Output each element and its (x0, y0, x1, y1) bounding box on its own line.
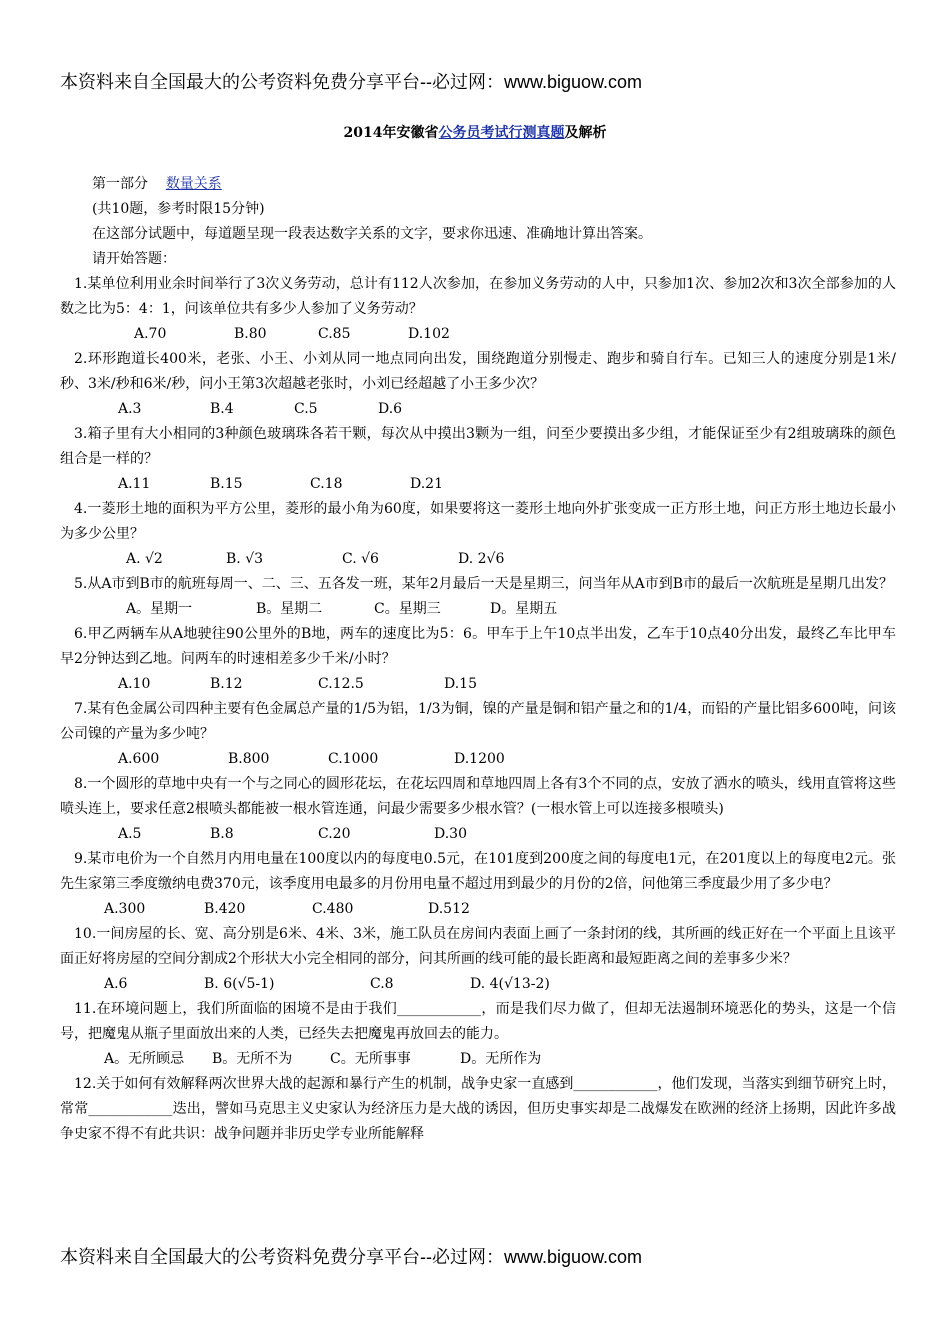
option-item[interactable]: D。星期五 (490, 601, 558, 617)
option-item[interactable]: B。无所不为 (212, 1051, 293, 1067)
document-title (0, 122, 950, 142)
option-item[interactable]: C.5 (294, 401, 318, 417)
options-row (60, 322, 896, 347)
question-list (60, 272, 896, 1147)
page-footer: 本资料来自全国最大的公考资料免费分享平台--必过网：www.biguow.com (60, 1247, 643, 1267)
option-item[interactable]: D.6 (378, 401, 403, 417)
option-item[interactable]: D. 2√6 (458, 551, 505, 567)
option-item[interactable]: B.12 (210, 676, 243, 692)
options-row (60, 747, 896, 772)
intro-line: 在这部分试题中，每道题呈现一段表达数字关系的文字，要求你迅速、准确地计算出答案。 (92, 226, 652, 242)
option-item[interactable]: D. 4(√13-2) (470, 976, 550, 992)
option-item[interactable]: B. √3 (226, 551, 264, 567)
question-text: 1.某单位利用业余时间举行了3次义务劳动，总计有112人次参加，在参加义务劳动的人中，只参加1次、参加2次和3次全部参加的人数之比为5：4：1，问该单位共有多少人参加了义务劳动？ (60, 276, 896, 317)
document-body (60, 172, 896, 1147)
option-item[interactable]: D.21 (410, 476, 443, 492)
option-item[interactable]: A.11 (118, 476, 151, 492)
question-text: 2.环形跑道长400米，老张、小王、小刘从同一地点同向出发，围绕跑道分别慢走、跑步和骑自行车。已知三人的速度分别是1米/秒、3米/秒和6米/秒，问小王第3次超越老张时，小刘已经超越了小王多少次？ (60, 351, 896, 392)
option-item[interactable]: D。无所作为 (460, 1051, 542, 1067)
options-row (60, 1047, 896, 1072)
option-item[interactable]: B.80 (234, 326, 267, 342)
option-item[interactable]: D.15 (444, 676, 477, 692)
section-part: 第一部分 (92, 176, 148, 192)
options-row (60, 597, 896, 622)
option-item[interactable]: B。星期二 (256, 601, 323, 617)
option-item[interactable]: A.3 (118, 401, 142, 417)
option-item[interactable]: B.15 (210, 476, 243, 492)
option-item[interactable]: C.20 (318, 826, 351, 842)
options-row (60, 472, 896, 497)
option-item[interactable]: A.10 (118, 676, 151, 692)
option-item[interactable]: A.5 (118, 826, 142, 842)
option-item[interactable]: A.70 (134, 326, 167, 342)
option-item[interactable]: C.480 (312, 901, 354, 917)
option-item[interactable]: C.8 (370, 976, 394, 992)
option-item[interactable]: B.800 (228, 751, 270, 767)
question-text: 4.一菱形土地的面积为平方公里，菱形的最小角为60度，如果要将这一菱形土地向外扩张变成一正方形土地，问正方形土地边长最小为多少公里？ (60, 501, 896, 542)
options-row (60, 897, 896, 922)
option-item[interactable]: C.1000 (328, 751, 379, 767)
option-item[interactable]: D.512 (428, 901, 470, 917)
question-text: 11.在环境问题上，我们所面临的困境不是由于我们____________，而是我们尽力做了，但却无法遏制环境恶化的势头，这是一个信号，把魔鬼从瓶子里面放出来的人类，已经失去把魔鬼再放回去的能力。 (60, 1001, 896, 1042)
section-heading (60, 172, 896, 197)
options-row (60, 397, 896, 422)
option-item[interactable]: C.85 (318, 326, 351, 342)
options-row (60, 672, 896, 697)
option-item[interactable]: A.300 (104, 901, 146, 917)
options-row (60, 972, 896, 997)
option-item[interactable]: B.8 (210, 826, 234, 842)
intro-line: (共10题，参考时限15分钟) (92, 201, 265, 217)
question-text: 3.箱子里有大小相同的3种颜色玻璃珠各若干颗，每次从中摸出3颗为一组，问至少要摸出多少组，才能保证至少有2组玻璃珠的颜色组合是一样的？ (60, 426, 896, 467)
option-item[interactable]: D.102 (408, 326, 450, 342)
question-text: 12.关于如何有效解释两次世界大战的起源和暴行产生的机制，战争史家一直感到____________，他们发现，当落实到细节研究上时，常常____________迭出，譬如马克思主义史家认为经济压力是大战的诱因，但历史事实却是二战爆发在欧洲的经济上扬期，因此许多战争史家不得不有此共识：战争问题并非历史学专业所能解释 (60, 1076, 896, 1142)
intro-line: 请开始答题： (92, 251, 176, 267)
option-item[interactable]: A.6 (104, 976, 128, 992)
option-item[interactable]: A. √2 (126, 551, 163, 567)
question-text: 5.从A市到B市的航班每周一、二、三、五各发一班，某年2月最后一天是星期三，问当年从A市到B市的最后一次航班是星期几出发？ (74, 576, 894, 592)
option-item[interactable]: C.18 (310, 476, 343, 492)
page-header: 本资料来自全国最大的公考资料免费分享平台--必过网：www.biguow.com (60, 72, 643, 92)
option-item[interactable]: C. √6 (342, 551, 379, 567)
title-link[interactable]: 公务员考试行测真题 (438, 125, 565, 141)
title-prefix: 2014年安徽省 (343, 125, 439, 141)
option-item[interactable]: C。无所事事 (330, 1051, 411, 1067)
option-item[interactable]: C。星期三 (374, 601, 441, 617)
question-text: 6.甲乙两辆车从A地驶往90公里外的B地，两车的速度比为5：6。甲车于上午10点半出发，乙车于10点40分出发，最终乙车比甲车早2分钟达到乙地。问两车的时速相差多少千米/小时？ (60, 626, 896, 667)
option-item[interactable]: B.420 (204, 901, 246, 917)
question-text: 9.某市电价为一个自然月内用电量在100度以内的每度电0.5元，在101度到200度之间的每度电1元，在201度以上的每度电2元。张先生家第三季度缴纳电费370元，该季度用电最多的月份用电量不超过用到最少的月份的2倍，问他第三季度最少用了多少电？ (60, 851, 896, 892)
option-item[interactable]: B. 6(√5-1) (204, 976, 275, 992)
option-item[interactable]: D.30 (434, 826, 467, 842)
options-row (60, 547, 896, 572)
option-item[interactable]: B.4 (210, 401, 234, 417)
title-suffix: 及解析 (564, 125, 607, 141)
option-item[interactable]: A。无所顾忌 (104, 1051, 185, 1067)
option-item[interactable]: A。星期一 (126, 601, 193, 617)
option-item[interactable]: C.12.5 (318, 676, 364, 692)
section-name-link[interactable]: 数量关系 (165, 176, 222, 192)
option-item[interactable]: D.1200 (454, 751, 505, 767)
option-item[interactable]: A.600 (118, 751, 160, 767)
question-text: 7.某有色金属公司四种主要有色金属总产量的1/5为铝，1/3为铜，镍的产量是铜和铝产量之和的1/4，而铅的产量比铝多600吨，问该公司镍的产量为多少吨？ (60, 701, 896, 742)
options-row (60, 822, 896, 847)
question-text: 8.一个圆形的草地中央有一个与之同心的圆形花坛，在花坛四周和草地四周上各有3个不同的点，安放了洒水的喷头，线用直管将这些喷头连上，要求任意2根喷头都能被一根水管连通，问最少需要多少根水管？(一根水管上可以连接多根喷头) (60, 776, 896, 817)
question-text: 10.一间房屋的长、宽、高分别是6米、4米、3米，施工队员在房间内表面上画了一条封闭的线，其所画的线正好在一个平面上且该平面正好将房屋的空间分割成2个形状大小完全相同的部分，问其所画的线可能的最长距离和最短距离之间的差事多少米？ (60, 926, 896, 967)
